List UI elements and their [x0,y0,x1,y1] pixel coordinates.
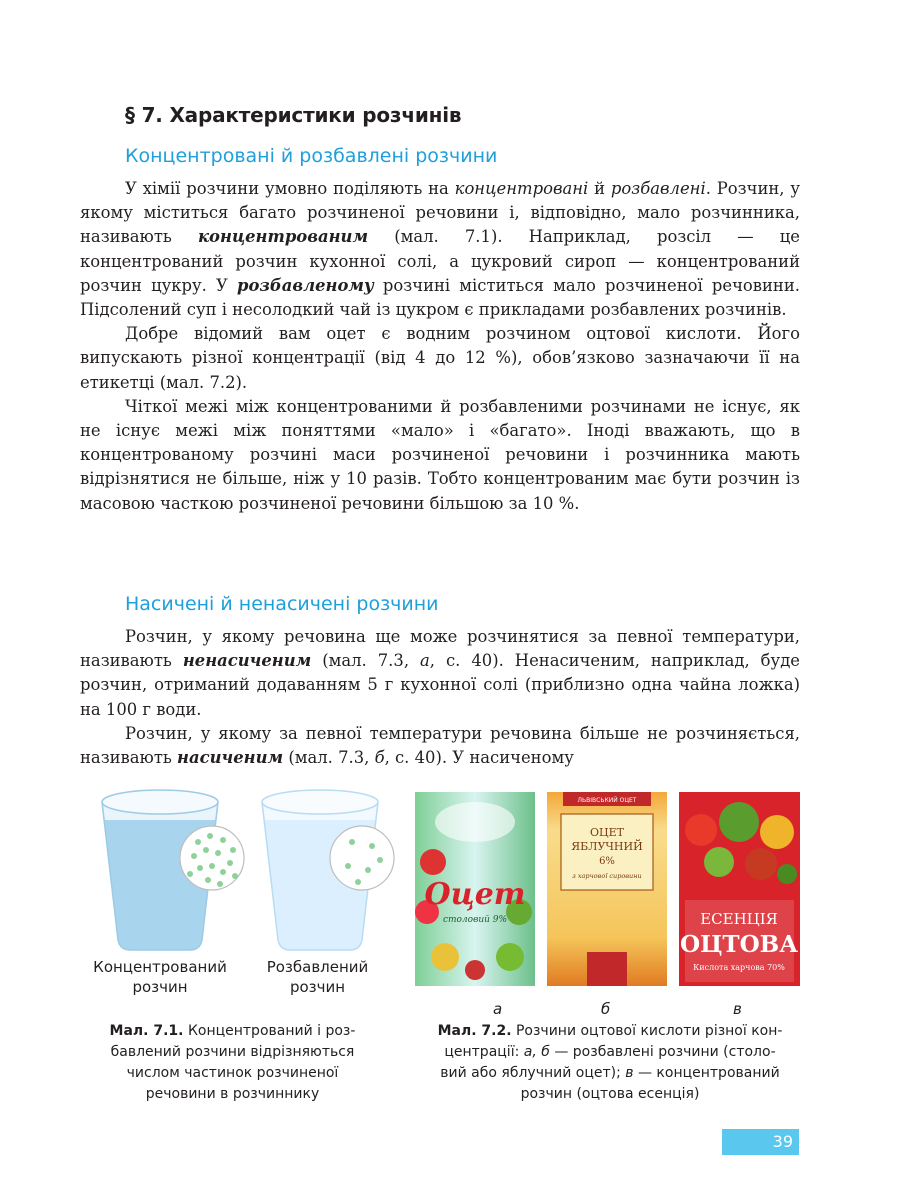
paragraph: Розчин, у якому за певної температури речовина більше не розчиняється, називають насиченим (мал. 7.3, б, с. 40). У насиченому [80,723,800,768]
label-dilute: Розбавлений розчин [266,958,369,996]
paragraph: Розчин, у якому речовина ще може розчинятися за певної температури, називають ненасиченим (мал. 7.3, а, с. 40). Ненасиченим, наприклад, буде розчин, отриманий додаванням 5 г кухонної солі (приблизно одна чайна ложка) на 100 г води. [80,627,800,719]
letter-a: а [493,1000,503,1018]
figure-7-1-glasses [90,780,410,955]
paragraph: У хімії розчини умовно поділяють на концентровані й розбавлені. Розчин, у якому міститься багато розчиненої речовини і, відповідно, мало розчинника, називають концентрованим (мал. 7.1). Наприклад, розсіл — це концентрований розчин кухонної солі, а цукровий сироп — концентрований розчин цукру. У розбавленому розчині міститься мало розчиненої речовини. Підсолений суп і несолодкий чай із цукром є прикладами розбавлених розчинів. [80,179,800,320]
figure-7-2-vinegar-labels [415,792,800,986]
label1-subtitle: столовий 9% [442,915,508,925]
vinegar-essence-label [679,792,800,986]
letter-c: в [733,1000,742,1018]
paragraph: Добре відомий вам оцет є водним розчином оцтової кислоти. Його випускають різної концентрації (від 4 до 12 %), обов’язково зазначаючи її на етикетці (мал. 7.2). [80,324,800,392]
page-number: 39 [722,1129,799,1155]
svg-text:6%: 6% [599,856,615,867]
svg-text:ЕСЕНЦІЯ: ЕСЕНЦІЯ [700,910,778,928]
svg-text:Кислота харчова 70%: Кислота харчова 70% [693,963,785,972]
text-block-2 [80,625,800,770]
svg-text:з харчової сировини: з харчової сировини [572,872,642,880]
letter-b: б [601,1000,611,1018]
label-concentrated: Концентрований розчин [93,958,227,996]
dilute-glass [262,790,394,950]
svg-text:ЛЬВІВСЬКИЙ ОЦЕТ: ЛЬВІВСЬКИЙ ОЦЕТ [577,797,637,804]
text-block-1 [80,177,800,516]
paragraph: Чіткої межі між концентрованими й розбавленими розчинами не існує, як не існує межі між поняттями «мало» і «багато». Іноді вважають, що в концентрованому розчині маси розчиненої речовини і розчинника мають відрізнятися не більше, ніж у 10 разів. Тобто концентрованим має бути розчин із масовою часткою розчиненої речовини більшою за 10 %. [80,396,800,513]
figure-7-1-caption: Мал. 7.1. Концентрований і роз- бавлений розчини відрізняються числом частинок розчиненої речовини в розчиннику [109,1023,356,1102]
svg-text:ОЦЕТ: ОЦЕТ [590,826,624,839]
concentrated-glass [102,790,244,950]
section-title: § 7. Характеристики розчинів [125,103,462,127]
subheading-saturated-unsaturated: Насичені й ненасичені розчини [125,593,439,615]
svg-text:ЯБЛУЧНИЙ: ЯБЛУЧНИЙ [571,840,643,853]
subheading-concentrated-dilute: Концентровані й розбавлені розчини [125,145,498,167]
vinegar-apple-label [547,792,667,986]
svg-text:ОЦТОВА: ОЦТОВА [680,931,799,958]
vinegar-table-label [415,792,535,986]
figure-7-2-caption: Мал. 7.2. Розчини оцтової кислоти різної кон- центрації: а, б — розбавлені розчини (столо- вий або яблучний оцет); в — концентрований розчин (оцтова есенція) [437,1023,783,1102]
label1-title: Оцет [424,877,526,912]
